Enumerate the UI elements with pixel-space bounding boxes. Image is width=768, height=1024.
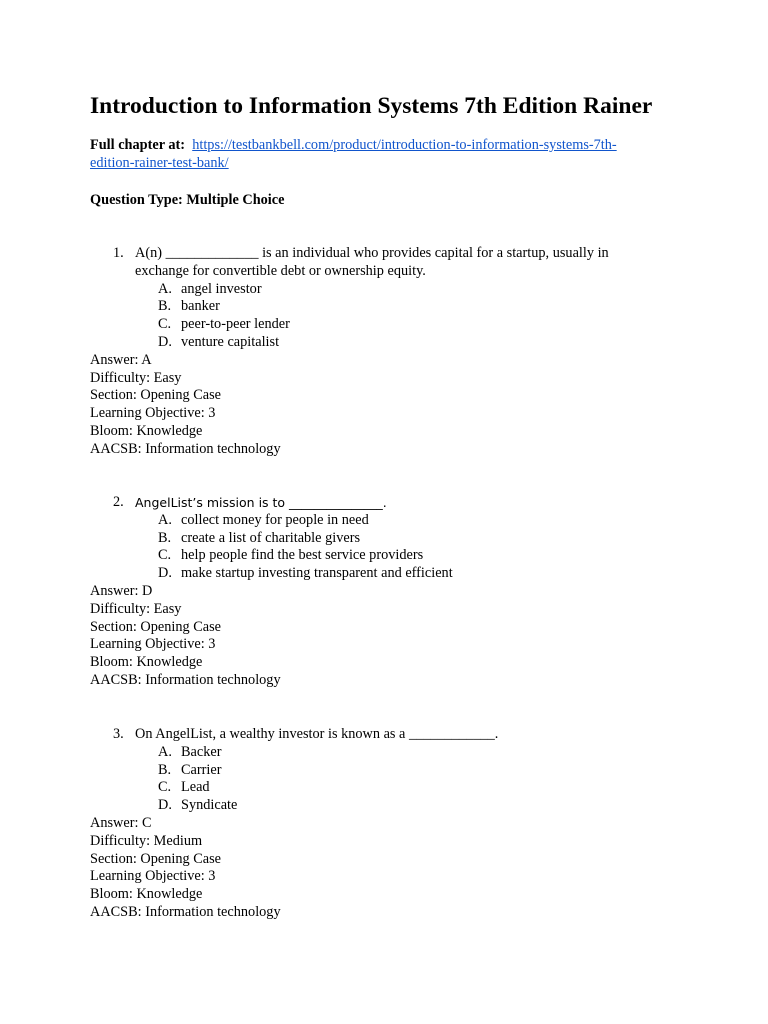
option-c: C. peer-to-peer lender bbox=[158, 316, 290, 333]
bloom: Bloom: Knowledge bbox=[90, 886, 203, 903]
section: Section: Opening Case bbox=[90, 850, 222, 867]
option-a: A. Backer bbox=[158, 743, 222, 760]
aacsb: AACSB: Information technology bbox=[90, 903, 281, 920]
section: Section: Opening Case bbox=[90, 618, 222, 635]
question-text: AngelList’s mission is to _______________. bbox=[135, 495, 387, 510]
answer: Answer: C bbox=[90, 814, 152, 831]
question-type-heading: Question Type: Multiple Choice bbox=[90, 192, 285, 208]
full-chapter-label: Full chapter at: bbox=[90, 137, 186, 153]
question-2 bbox=[0, 494, 768, 690]
learning-objective: Learning Objective: 3 bbox=[90, 636, 216, 653]
full-chapter-link[interactable]: https://testbankbell.com/product/introduction-to-information-systems-7th- edition-rainer-test-bank/ bbox=[90, 137, 617, 171]
option-d: D. make startup investing transparent and efficient bbox=[158, 565, 453, 582]
aacsb: AACSB: Information technology bbox=[90, 671, 281, 688]
question-text-continued: exchange for convertible debt or ownership equity. bbox=[135, 262, 426, 279]
question-number: 3. bbox=[113, 726, 124, 742]
option-c: C. help people find the best service providers bbox=[158, 547, 424, 564]
question-1 bbox=[0, 245, 768, 459]
option-d: D. venture capitalist bbox=[158, 333, 280, 350]
option-b: B. create a list of charitable givers bbox=[158, 529, 361, 546]
full-chapter-line bbox=[90, 137, 690, 172]
difficulty: Difficulty: Easy bbox=[90, 369, 182, 386]
question-number: 2. bbox=[113, 494, 124, 510]
learning-objective: Learning Objective: 3 bbox=[90, 405, 216, 422]
bloom: Bloom: Knowledge bbox=[90, 422, 203, 439]
bloom: Bloom: Knowledge bbox=[90, 654, 203, 671]
document-title: Introduction to Information Systems 7th Edition Rainer bbox=[90, 93, 653, 119]
difficulty: Difficulty: Medium bbox=[90, 832, 203, 849]
section: Section: Opening Case bbox=[90, 387, 222, 404]
option-b: B. banker bbox=[158, 298, 220, 315]
question-3 bbox=[0, 726, 768, 922]
answer: Answer: A bbox=[90, 351, 152, 368]
option-b: B. Carrier bbox=[158, 761, 222, 778]
option-d: D. Syndicate bbox=[158, 797, 238, 814]
question-text: On AngelList, a wealthy investor is known as a ____________. bbox=[135, 726, 499, 742]
question-number: 1. bbox=[113, 245, 124, 261]
difficulty: Difficulty: Easy bbox=[90, 600, 182, 617]
aacsb: AACSB: Information technology bbox=[90, 440, 281, 457]
learning-objective: Learning Objective: 3 bbox=[90, 868, 216, 885]
option-a: A. collect money for people in need bbox=[158, 511, 369, 528]
option-c: C. Lead bbox=[158, 779, 210, 796]
answer: Answer: D bbox=[90, 582, 153, 599]
question-text: A(n) _____________ is an individual who provides capital for a startup, usually in bbox=[135, 245, 609, 261]
option-a: A. angel investor bbox=[158, 280, 262, 297]
